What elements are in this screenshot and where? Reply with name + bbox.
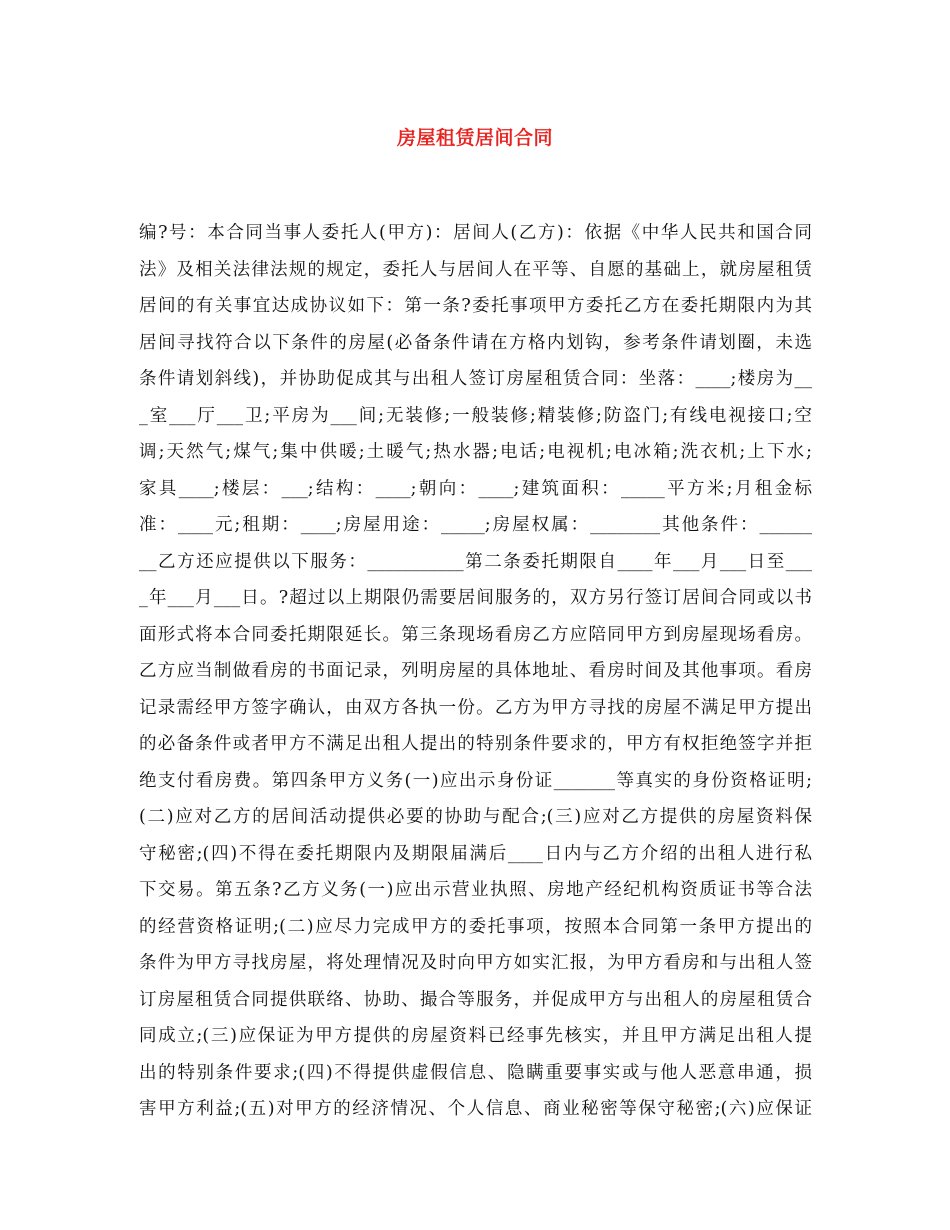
body-line: 害甲方利益;(五)对甲方的经济情况、个人信息、商业秘密等保守秘密;(六)应保证 xyxy=(139,1099,812,1119)
body-line: 同成立;(三)应保证为甲方提供的房屋资料已经事先核实，并且甲方满足出租人提 xyxy=(139,1026,812,1046)
body-line: 的必备条件或者甲方不满足出租人提出的特别条件要求的，甲方有权拒绝签字并拒 xyxy=(139,734,812,754)
body-line: 出的特别条件要求;(四)不得提供虚假信息、隐瞒重要事实或与他人恶意串通，损 xyxy=(139,1062,812,1083)
body-line: (二)应对乙方的居间活动提供必要的协助与配合;(三)应对乙方提供的房屋资料保 xyxy=(139,807,812,827)
body-line: 守秘密;(四)不得在委托期限内及期限届满后____日内与乙方介绍的出租人进行私 xyxy=(139,843,812,864)
body-line: 家具____;楼层：___;结构：____;朝向：____;建筑面积：_____平方米;月租金标 xyxy=(139,478,812,499)
body-line: _年___月___日。?超过以上期限仍需要居间服务的，双方另行签订居间合同或以书 xyxy=(139,588,812,608)
body-line: __乙方还应提供以下服务：___________第二条委托期限自____年___月___日至___ xyxy=(139,551,812,572)
body-line: 准：____元;租期：____;房屋用途：_____;房屋权属：________其他条件：______ xyxy=(139,515,812,535)
body-line: 条件请划斜线)，并协助促成其与出租人签订房屋租赁合同：坐落：____;楼房为__ xyxy=(139,369,812,389)
body-line: 乙方应当制做看房的书面记录，列明房屋的具体地址、看房时间及其他事项。看房 xyxy=(139,661,812,681)
body-line: 绝支付看房费。第四条甲方义务(一)应出示身份证_______等真实的身份资格证明; xyxy=(139,770,812,791)
body-line: 下交易。第五条?乙方义务(一)应出示营业执照、房地产经纪机构资质证书等合法 xyxy=(139,880,812,900)
body-line: 编?号：本合同当事人委托人(甲方)：居间人(乙方)：依据《中华人民共和国合同 xyxy=(139,223,812,243)
body-line: 居间的有关事宜达成协议如下：第一条?委托事项甲方委托乙方在委托期限内为其 xyxy=(139,296,812,316)
document-body xyxy=(139,215,812,1128)
body-line: 订房屋租赁合同提供联络、协助、撮合等服务，并促成甲方与出租人的房屋租赁合 xyxy=(139,989,812,1010)
document-title: 房屋租赁居间合同 xyxy=(396,127,553,149)
body-line: 面形式将本合同委托期限延长。第三条现场看房乙方应陪同甲方到房屋现场看房。 xyxy=(139,624,812,645)
body-line: 记录需经甲方签字确认，由双方各执一份。乙方为甲方寻找的房屋不满足甲方提出 xyxy=(139,697,812,718)
body-line: 条件为甲方寻找房屋，将处理情况及时向甲方如实汇报，为甲方看房和与出租人签 xyxy=(139,953,812,973)
body-line: _室___厅___卫;平房为___间;无装修;一般装修;精装修;防盗门;有线电视接口;空 xyxy=(139,405,812,426)
body-line: 调;天然气;煤气;集中供暖;土暖气;热水器;电话;电视机;电冰箱;洗衣机;上下水; xyxy=(139,442,812,462)
body-line: 居间寻找符合以下条件的房屋(必备条件请在方格内划钩，参考条件请划圈，未选 xyxy=(139,332,812,353)
body-line: 的经营资格证明;(二)应尽力完成甲方的委托事项，按照本合同第一条甲方提出的 xyxy=(139,916,812,937)
body-line: 法》及相关法律法规的规定，委托人与居间人在平等、自愿的基础上，就房屋租赁 xyxy=(139,259,812,280)
